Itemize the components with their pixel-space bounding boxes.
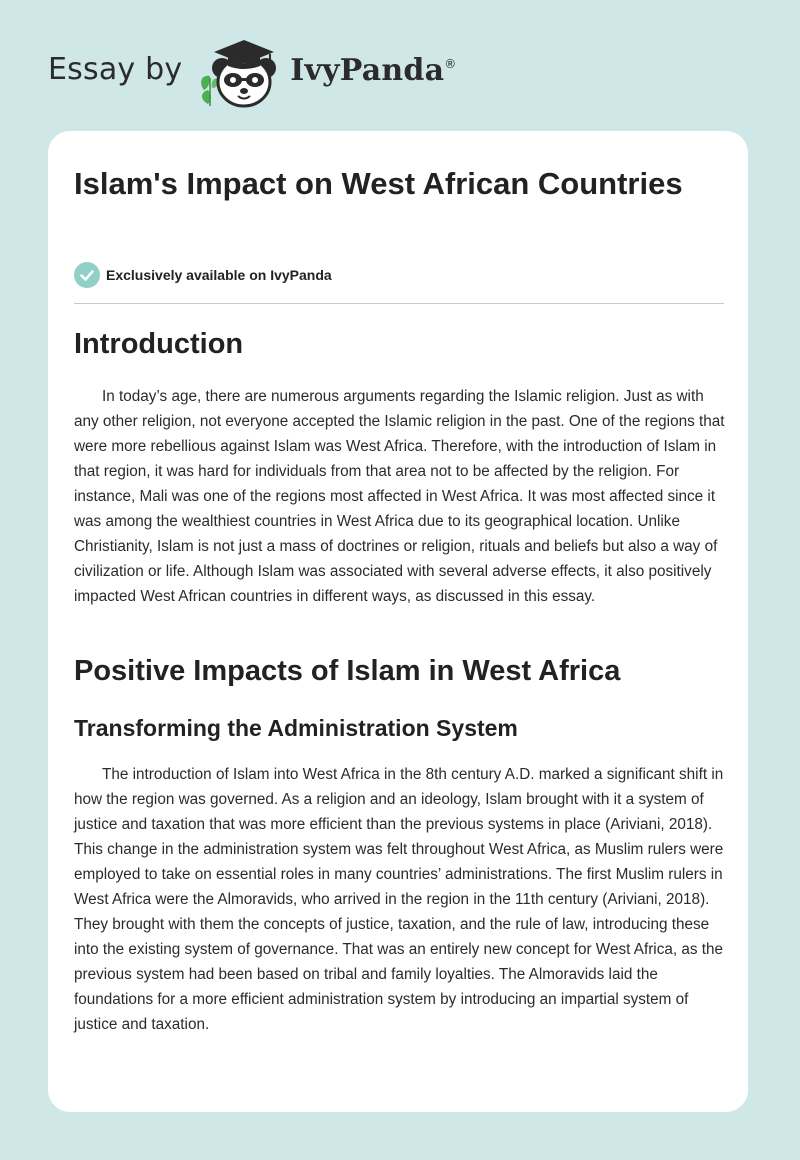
section-heading-positive-impacts: Positive Impacts of Islam in West Africa — [74, 655, 621, 687]
subsection-heading-administration: Transforming the Administration System — [74, 715, 518, 741]
check-circle-icon — [74, 262, 100, 288]
panda-logo-icon — [198, 30, 288, 110]
exclusive-label: Exclusively available on IvyPanda — [106, 267, 332, 283]
paragraph-introduction: In today’s age, there are numerous arguments regarding the Islamic religion. Just as with any other religion, not everyone accepted the Islamic religion in the past. One of the regions that were more rebellious against Islam was West Africa. Therefore, with the introduction of Islam in that region, it was hard for individuals from that area not to be affected by the religion. For instance, Mali was one of the regions most affected in West Africa. It was most affected since it was among the wealthiest countries in West Africa due to its geographical location. Unlike Christianity, Islam is not just a mass of doctrines or religion, rituals and beliefs but also a way of civilization or life. Although Islam was associated with several adverse effects, it also positively impacted West African countries in different ways, as discussed in this essay. — [74, 388, 725, 605]
section-heading-introduction: Introduction — [74, 328, 244, 360]
article-card — [48, 131, 748, 1112]
brand-registered-mark: ® — [444, 57, 457, 71]
title-divider — [74, 303, 724, 304]
brand-header[interactable] — [48, 30, 456, 110]
exclusive-badge — [74, 262, 332, 288]
paragraph-administration: The introduction of Islam into West Africa in the 8th century A.D. marked a significant shift in how the region was governed. As a religion and an ideology, Islam brought with it a system of justice and taxation that was more efficient than the previous systems in place (Ariviani, 2018). This change in the administration system was felt throughout West Africa, as Muslim rulers were employed to take on essential roles in many countries’ administrations. The first Muslim rulers in West Africa were the Almoravids, who arrived in the region in the 11th century (Ariviani, 2018). They brought with them the concepts of justice, taxation, and the rule of law, introducing these into the existing system of governance. That was an entirely new concept for West Africa, as the previous system had been based on tribal and family loyalties. The Almoravids laid the foundations for a more efficient administration system by introducing an impartial system of justice and taxation. — [74, 766, 724, 1033]
brand-prefix: Essay by — [48, 51, 183, 87]
brand-name: IvyPanda — [290, 52, 445, 88]
page-title: Islam's Impact on West African Countries — [74, 166, 683, 201]
